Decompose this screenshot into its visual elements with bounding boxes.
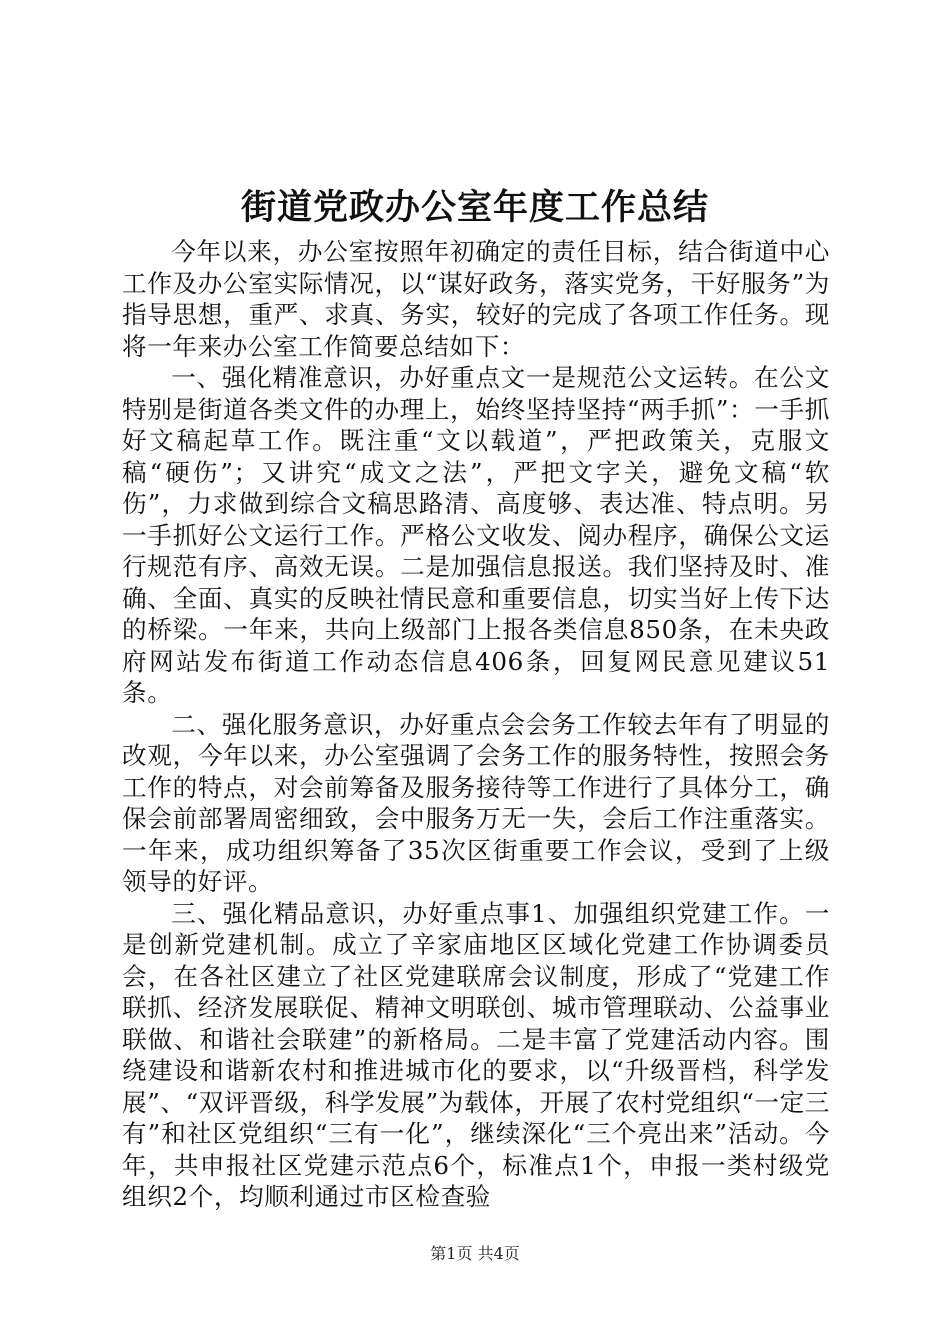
document-title: 街道党政办公室年度工作总结 xyxy=(240,187,709,228)
paragraph-intro: 今年以来，办公室按照年初确定的责任目标，结合街道中心工作及办公室实际情况，以“谋好政务，落实党务，干好服务”为指导思想，重严、求真、务实，较好的完成了各项工作任务。现将一年来办公室工作简要总结如下： xyxy=(122,237,830,361)
page-number-footer: 第1页 共4页 xyxy=(430,1244,520,1263)
paragraph-section-3: 三、强化精品意识，办好重点事1、加强组织党建工作。一是创新党建机制。成立了辛家庙地区区域化党建工作协调委员会，在各社区建立了社区党建联席会议制度，形成了“党建工作联抓、经济发展联促、精神文明联创、城市管理联动、公益事业联做、和谐社会联建”的新格局。二是丰富了党建活动内容。围绕建设和谐新农村和推进城市化的要求，以“升级晋档，科学发展”、“双评晋级，科学发展”为载体，开展了农村党组织“一定三有”和社区党组织“三有一化”，继续深化“三个亮出来”活动。今年，共申报社区党建示范点6个，标准点1个，申报一类村级党组织2个，均顺利通过市区检查验 xyxy=(122,898,830,1211)
paragraph-section-2: 二、强化服务意识，办好重点会会务工作较去年有了明显的改观，今年以来，办公室强调了会务工作的服务特性，按照会务工作的特点，对会前筹备及服务接待等工作进行了具体分工，确保会前部署周密细致，会中服务万无一失，会后工作注重落实。一年来，成功组织筹备了35次区街重要工作会议，受到了上级领导的好评。 xyxy=(122,709,830,896)
paragraph-section-1: 一、强化精准意识，办好重点文一是规范公文运转。在公文特别是街道各类文件的办理上，始终坚持坚持“两手抓”：一手抓好文稿起草工作。既注重“文以载道”，严把政策关，克服文稿“硬伤”；又讲究“成文之法”，严把文字关，避免文稿“软伤”，力求做到综合文稿思路清、高度够、表达准、特点明。另一手抓好公文运行工作。严格公文收发、阅办程序，确保公文运行规范有序、高效无误。二是加强信息报送。我们坚持及时、准确、全面、真实的反映社情民意和重要信息，切实当好上传下达的桥梁。一年来，共向上级部门上报各类信息850条，在未央政府网站发布街道工作动态信息406条，回复网民意见建议51条。 xyxy=(122,363,830,707)
document-body xyxy=(122,236,830,1213)
